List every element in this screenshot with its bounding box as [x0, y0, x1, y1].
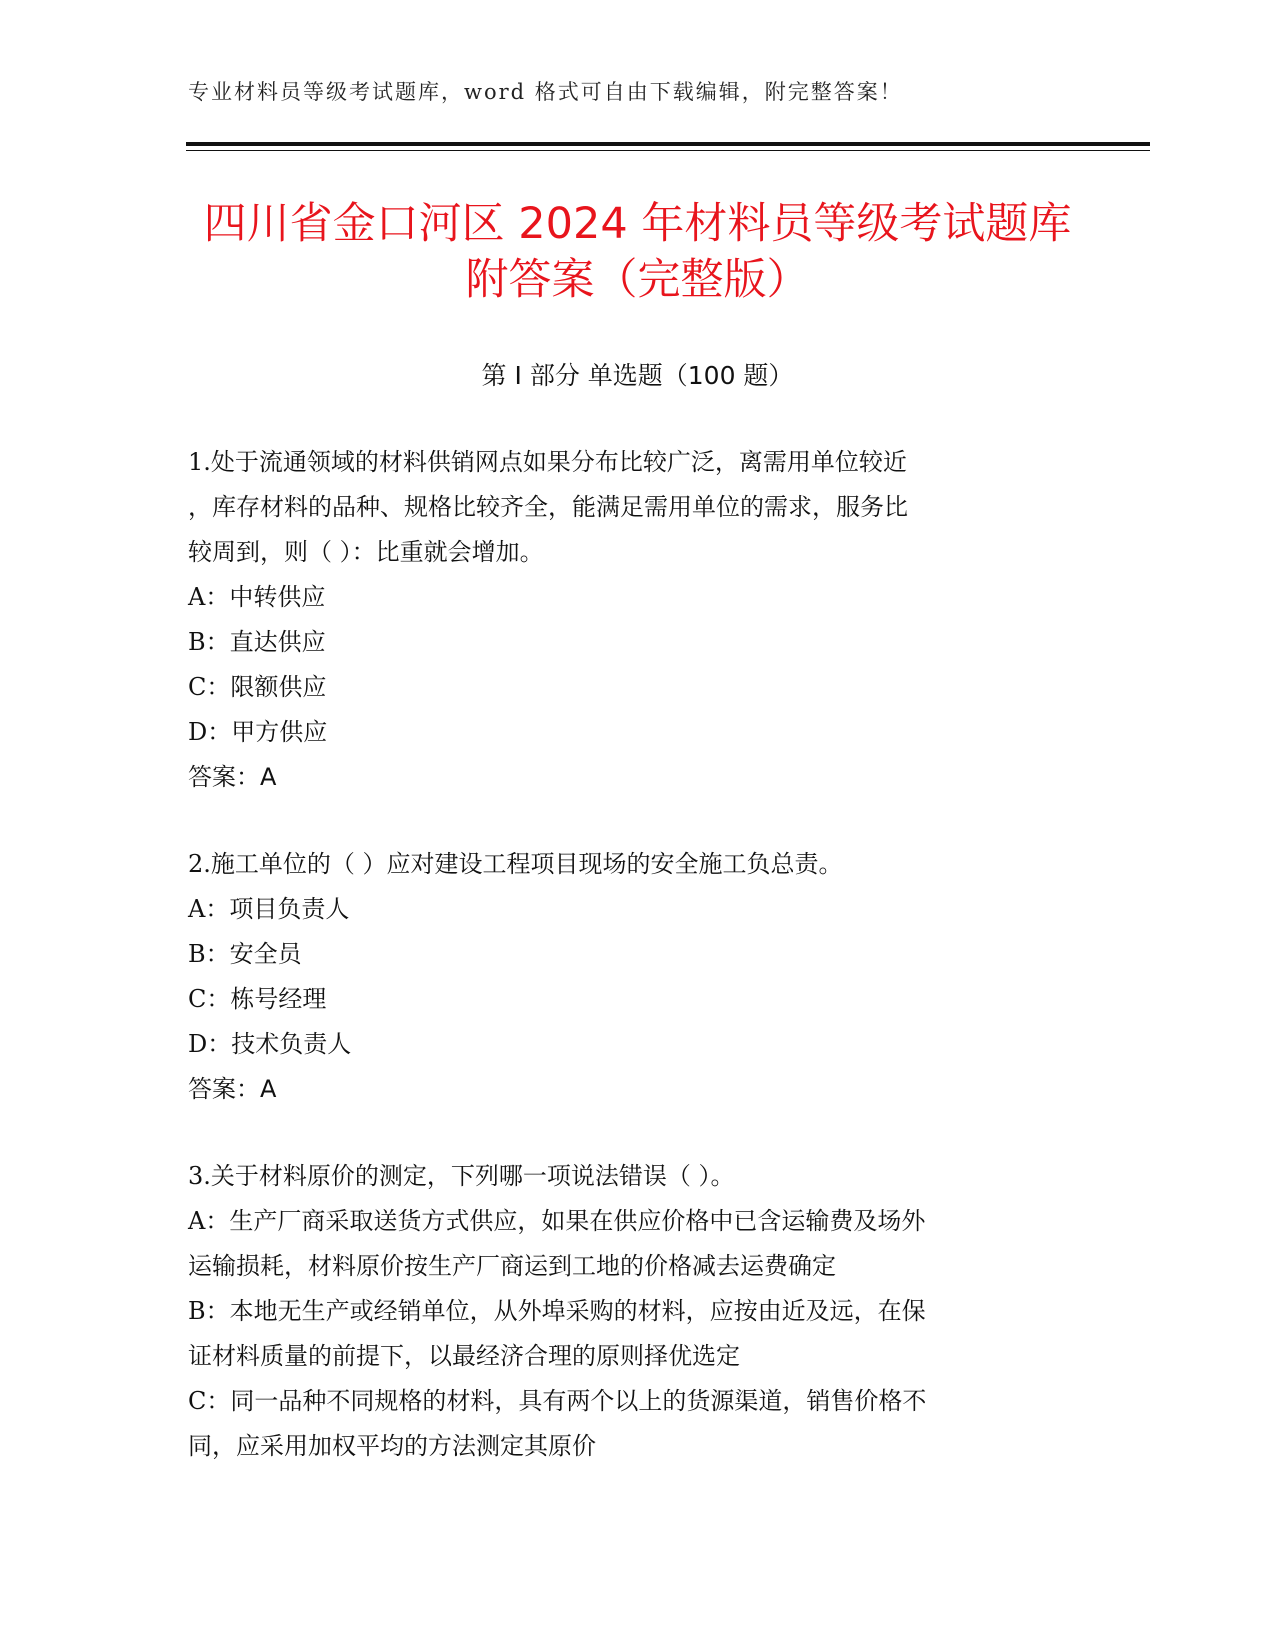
header-rule-thick [186, 142, 1150, 146]
option-a: A：项目负责人 [188, 895, 350, 923]
question-1 [188, 440, 1068, 800]
question-stem-line: 1.处于流通领域的材料供销网点如果分布比较广泛，离需用单位较近 [188, 448, 907, 476]
title-line-1: 四川省金口河区 2024 年材料员等级考试题库 [203, 199, 1072, 249]
header-note: 专业材料员等级考试题库，word 格式可自由下载编辑，附完整答案！ [188, 80, 903, 104]
option-c: C：栋号经理 [188, 985, 327, 1013]
title-line-2: 附答案（完整版） [465, 255, 810, 305]
option-c-line-1: C：同一品种不同规格的材料，具有两个以上的货源渠道，销售价格不 [188, 1387, 927, 1415]
question-list [188, 440, 1068, 1511]
question-stem-line: 较周到，则（ ）：比重就会增加。 [188, 538, 544, 566]
answer-line: 答案：A [188, 763, 277, 791]
option-a: A：中转供应 [188, 583, 326, 611]
question-stem-line: 2.施工单位的（ ）应对建设工程项目现场的安全施工负总责。 [188, 850, 843, 878]
section-title: 第 I 部分 单选题（100 题） [481, 361, 794, 390]
option-b: B：安全员 [188, 940, 302, 968]
question-2 [188, 842, 1068, 1112]
question-3 [188, 1154, 1068, 1469]
option-b-line-2: 证材料质量的前提下，以最经济合理的原则择优选定 [188, 1342, 740, 1370]
question-stem-line: ，库存材料的品种、规格比较齐全，能满足需用单位的需求，服务比 [188, 493, 908, 521]
option-c-line-2: 同，应采用加权平均的方法测定其原价 [188, 1432, 596, 1460]
document-title [0, 196, 1275, 308]
answer-line: 答案：A [188, 1075, 277, 1103]
option-b: B：直达供应 [188, 628, 326, 656]
question-stem-line: 3.关于材料原价的测定，下列哪一项说法错误（ ）。 [188, 1162, 735, 1190]
option-c: C：限额供应 [188, 673, 327, 701]
option-a-line-2: 运输损耗，材料原价按生产厂商运到工地的价格减去运费确定 [188, 1252, 836, 1280]
option-d: D：技术负责人 [188, 1030, 352, 1058]
header-rule-thin [186, 150, 1150, 151]
option-a-line-1: A：生产厂商采取送货方式供应，如果在供应价格中已含运输费及场外 [188, 1207, 926, 1235]
option-b-line-1: B：本地无生产或经销单位，从外埠采购的材料，应按由近及远，在保 [188, 1297, 926, 1325]
option-d: D：甲方供应 [188, 718, 328, 746]
